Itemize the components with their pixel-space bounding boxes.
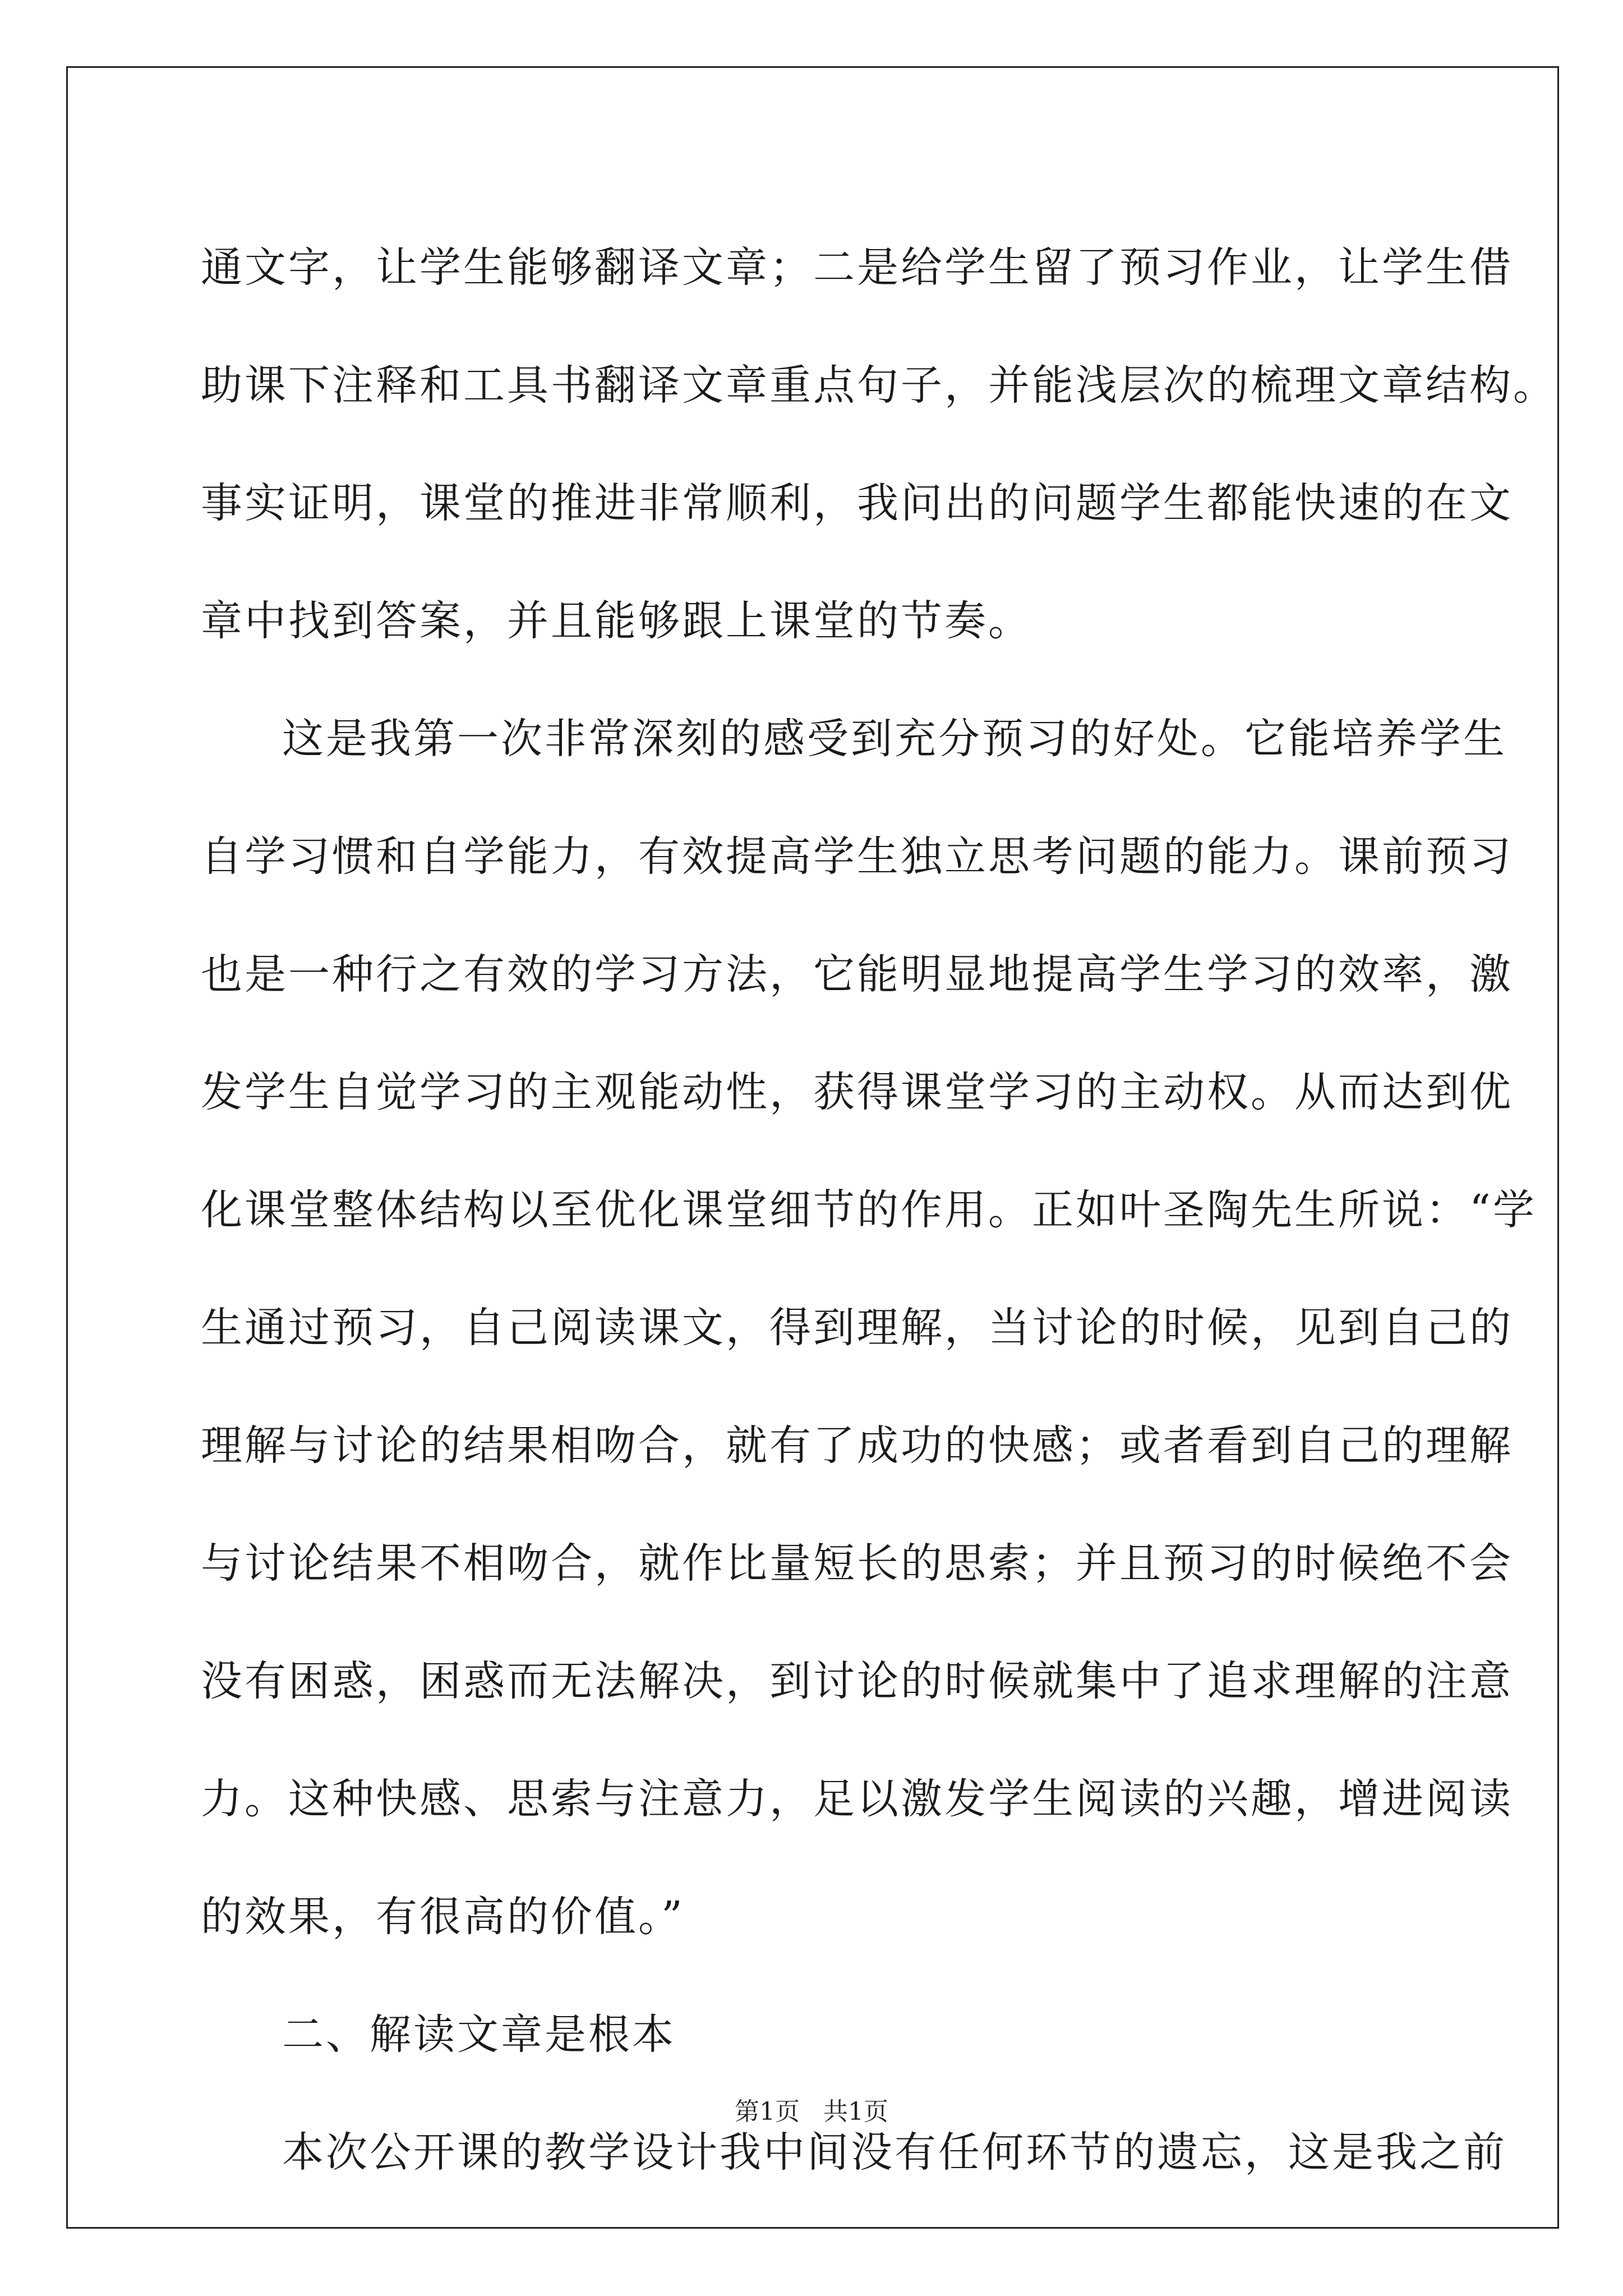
document-body <box>201 209 1557 2211</box>
text-line: 助课下注释和工具书翻译文章重点句子，并能浅层次的梳理文章结构。 <box>201 361 1557 409</box>
text-line: 力。这种快感、思索与注意力，足以激发学生阅读的兴趣，增进阅读 <box>201 1775 1513 1823</box>
text-line: 自学习惯和自学能力，有效提高学生独立思考问题的能力。课前预习 <box>201 832 1513 881</box>
text-line: 也是一种行之有效的学习方法，它能明显地提高学生学习的效率，激 <box>201 950 1513 999</box>
text-line: 化课堂整体结构以至优化课堂细节的作用。正如叶圣陶先生所说：“学 <box>201 1186 1537 1234</box>
text-line: 这是我第一次非常深刻的感受到充分预习的好处。它能培养学生 <box>282 715 1507 763</box>
text-line: 与讨论结果不相吻合，就作比量短长的思索；并且预习的时候绝不会 <box>201 1539 1513 1588</box>
text-line: 理解与讨论的结果相吻合，就有了成功的快感；或者看到自己的理解 <box>201 1421 1513 1470</box>
page-footer: 第1页 共1页 <box>735 2097 888 2126</box>
text-line: 二、解读文章是根本 <box>282 2010 676 2059</box>
text-line: 发学生自觉学习的主观能动性，获得课堂学习的主动权。从而达到优 <box>201 1068 1513 1116</box>
text-line: 事实证明，课堂的推进非常顺利，我问出的问题学生都能快速的在文 <box>201 479 1513 527</box>
text-line: 章中找到答案，并且能够跟上课堂的节奏。 <box>201 597 1032 645</box>
text-line: 生通过预习，自己阅读课文，得到理解，当讨论的时候，见到自己的 <box>201 1304 1513 1352</box>
text-line: 没有困惑，困惑而无法解决，到讨论的时候就集中了追求理解的注意 <box>201 1657 1513 1705</box>
text-line: 的效果，有很高的价值。” <box>201 1893 685 1941</box>
text-line: 本次公开课的教学设计我中间没有任何环节的遗忘，这是我之前 <box>282 2128 1507 2177</box>
text-line: 通文字，让学生能够翻译文章；二是给学生留了预习作业，让学生借 <box>201 243 1513 292</box>
